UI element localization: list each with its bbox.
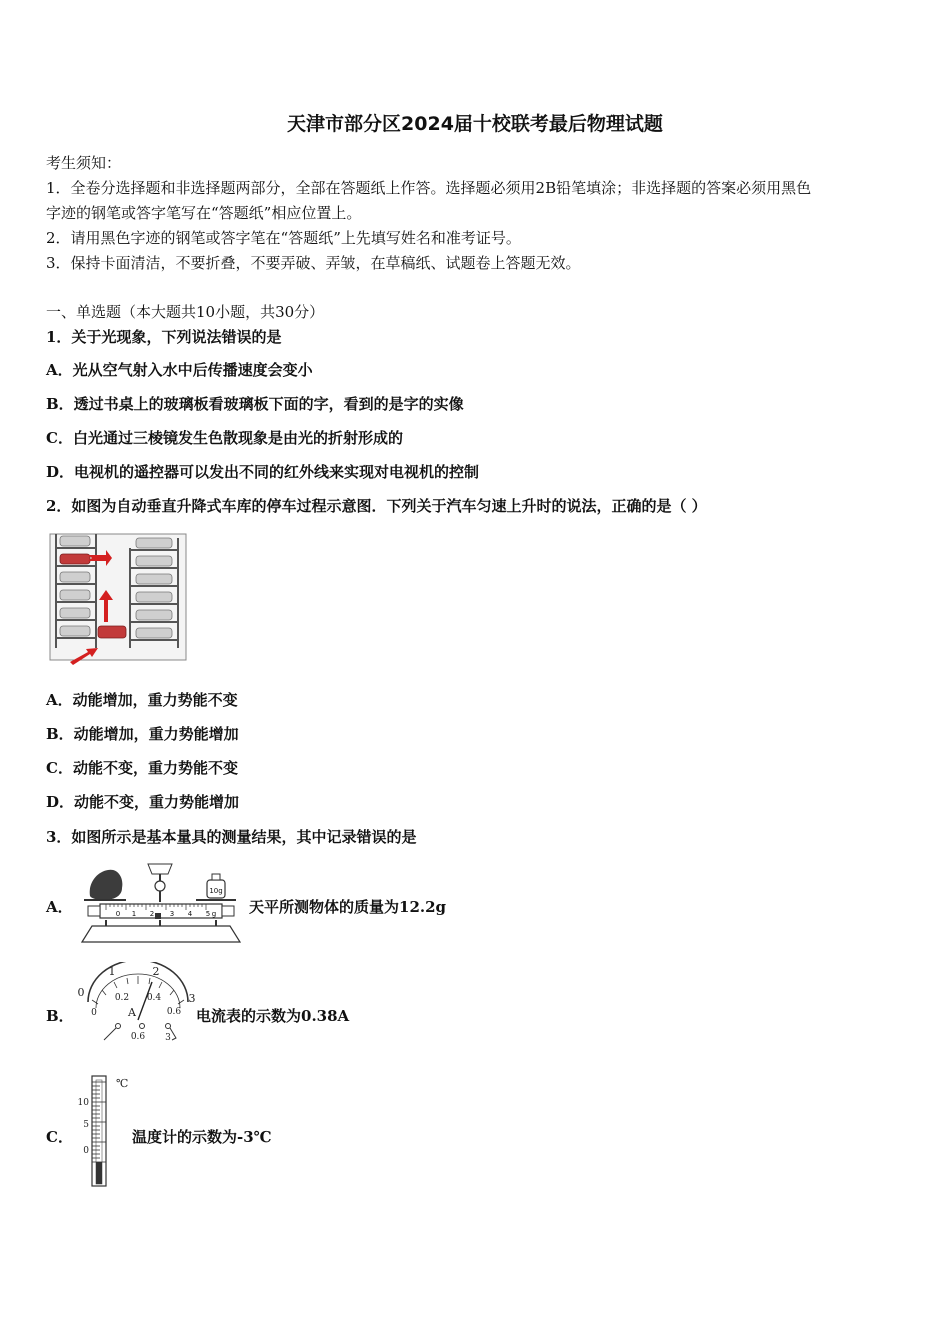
q1-option-d: D．电视机的遥控器可以发出不同的红外线来实现对电视机的控制 <box>46 463 480 481</box>
ammeter-bottom-scale-label: 0.2 <box>114 993 130 1003</box>
thermometer-liquid-column <box>96 1162 102 1184</box>
balance-figure <box>76 858 246 946</box>
page-title: 天津市部分区2024届十校联考最后物理试题 <box>287 113 663 135</box>
ammeter-terminal-label: 3 <box>165 1033 171 1043</box>
balance-tick-label: 1 <box>131 910 137 918</box>
q3-option-c-label: C． <box>46 1128 73 1146</box>
q1-option-b: B．透过书桌上的玻璃板看玻璃板下面的字，看到的是字的实像 <box>46 395 464 413</box>
ammeter-top-scale-label: 1 <box>108 965 116 978</box>
q2-option-d: D．动能不变，重力势能增加 <box>46 793 240 811</box>
notice-item: 3．保持卡面清洁，不要折叠，不要弄破、弄皱，在草稿纸、试题卷上答题无效。 <box>46 254 581 272</box>
balance-tick-label: 3 <box>169 910 175 918</box>
balance-tick-label: 2 <box>149 910 155 918</box>
ammeter-figure <box>72 962 198 1046</box>
ammeter-top-scale-label: 3 <box>188 992 196 1005</box>
ammeter-bottom-scale-label: 0 <box>91 1008 97 1018</box>
q2-option-b: B．动能增加，重力势能增加 <box>46 725 239 743</box>
ammeter-terminal-label: 0.6 <box>130 1032 146 1042</box>
ammeter-unit-label: A <box>128 1006 136 1019</box>
q2-option-a: A．动能增加，重力势能不变 <box>46 691 238 709</box>
balance-tick-label: 4 <box>187 910 193 918</box>
q1-option-c: C．白光通过三棱镜发生色散现象是由光的折射形成的 <box>46 429 403 447</box>
ammeter-top-scale-label: 0 <box>77 986 85 999</box>
section-heading: 一、单选题（本大题共10小题，共30分） <box>46 303 325 321</box>
q3-option-a-label: A． <box>46 898 73 916</box>
thermometer-unit-label: ℃ <box>116 1077 129 1090</box>
thermometer-scale-label: 0 <box>83 1146 89 1156</box>
ammeter-bottom-scale-label: 0.6 <box>166 1007 182 1017</box>
balance-unit-label: g <box>211 910 217 918</box>
q1-stem: 1．关于光现象，下列说法错误的是 <box>46 328 282 346</box>
q3-stem: 3．如图所示是基本量具的测量结果，其中记录错误的是 <box>46 828 417 846</box>
balance-weight-label: 10g <box>209 887 223 895</box>
q2-stem: 2．如图为自动垂直升降式车库的停车过程示意图．下列关于汽车匀速上升时的说法，正确的是（ ） <box>46 497 707 515</box>
ammeter-bottom-scale-label: 0.4 <box>146 993 162 1003</box>
ammeter-top-scale-label: 2 <box>152 965 160 978</box>
q3-option-b-text: 电流表的示数为0.38A <box>196 1007 350 1025</box>
q3-option-c-text: 温度计的示数为-3℃ <box>132 1128 272 1146</box>
q3-option-b-label: B． <box>46 1007 74 1025</box>
thermometer-figure <box>72 1072 138 1190</box>
notice-item: 1．全卷分选择题和非选择题两部分，全部在答题纸上作答。选择题必须用2B铅笔填涂；非选择题的答案必须用黑色 <box>46 179 812 197</box>
balance-tick-label: 0 <box>115 910 121 918</box>
notice-heading: 考生须知： <box>46 154 122 172</box>
thermometer-scale-label: 5 <box>83 1120 89 1130</box>
q2-option-c: C．动能不变，重力势能不变 <box>46 759 238 777</box>
parking-garage-figure <box>48 528 194 670</box>
thermometer-scale-label: 10 <box>77 1098 89 1108</box>
q1-option-a: A．光从空气射入水中后传播速度会变小 <box>46 361 313 379</box>
notice-item: 2．请用黑色字迹的钢笔或答字笔在“答题纸”上先填写姓名和准考证号。 <box>46 229 521 247</box>
q3-option-a-text: 天平所测物体的质量为12.2g <box>249 898 447 916</box>
notice-item: 字迹的钢笔或答字笔写在“答题纸”相应位置上。 <box>46 204 362 222</box>
balance-tick-label: 5 <box>205 910 211 918</box>
